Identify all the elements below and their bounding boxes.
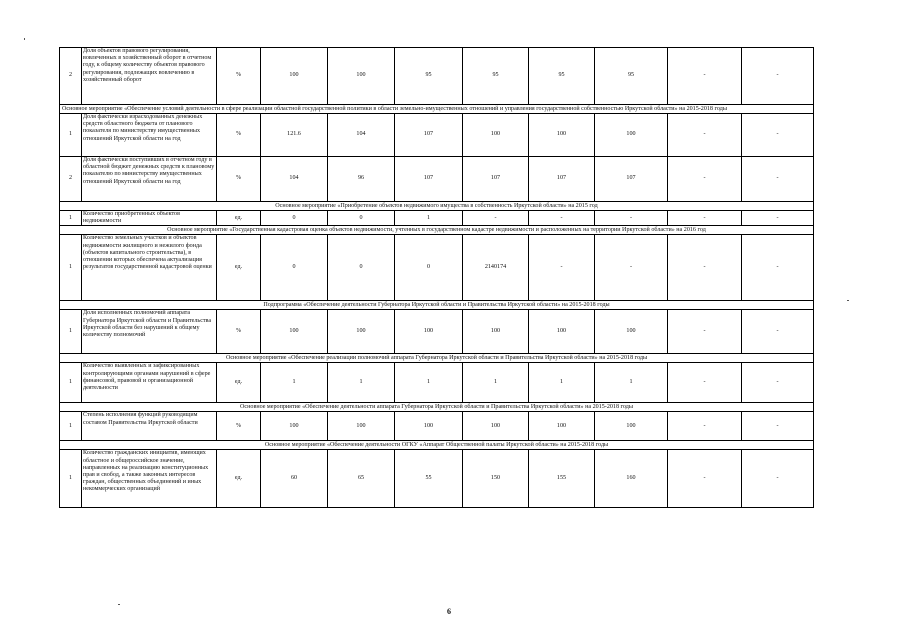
value-cell: 96 [328, 157, 395, 202]
unit-cell: % [217, 114, 261, 157]
section-title: Подпрограмма «Обеспечение деятельности Губернатора Иркутской области и Правительства Иркутской области» на 2015-2018 годы [60, 301, 814, 310]
value-cell: 160 [595, 450, 668, 508]
indicator-name-cell: Количество выявленных и зафиксированных контролирующими органами нарушений в сфере финансовой, правовой и организационной деятельности [82, 363, 217, 403]
value-cell: - [742, 412, 814, 441]
value-cell: 100 [595, 412, 668, 441]
value-cell: 100 [328, 412, 395, 441]
value-cell: - [668, 157, 742, 202]
value-cell: 100 [261, 48, 328, 105]
value-cell: 104 [261, 157, 328, 202]
indicator-row [60, 363, 814, 403]
unit-cell: ед. [217, 235, 261, 301]
value-cell: 150 [463, 450, 529, 508]
section-header-row [60, 301, 814, 310]
value-cell: 65 [328, 450, 395, 508]
indicator-name-cell: Количество приобретенных объектов недвижимости [82, 211, 217, 226]
indicator-name-cell: Количество гражданских инициатив, имеющих областное и общероссийское значение, направленных на реализацию конституционных прав и свобод, а также законных интересов граждан, общественных объединений и иных некоммерческих организаций [82, 450, 217, 508]
value-cell: 100 [261, 412, 328, 441]
value-cell: 100 [395, 412, 463, 441]
value-cell: - [742, 157, 814, 202]
value-cell: - [668, 412, 742, 441]
row-number-cell: 1 [60, 211, 82, 226]
row-number-cell: 1 [60, 450, 82, 508]
section-title: Основное мероприятие «Обеспечение деятельности аппарата Губернатора Иркутской области и Правительства Иркутской области» на 2015-2018 годы [60, 403, 814, 412]
value-cell: - [668, 450, 742, 508]
value-cell: 100 [529, 412, 595, 441]
value-cell: - [742, 114, 814, 157]
value-cell: 107 [529, 157, 595, 202]
value-cell: - [742, 310, 814, 354]
value-cell: - [742, 48, 814, 105]
value-cell: 95 [529, 48, 595, 105]
unit-cell: % [217, 48, 261, 105]
value-cell: - [668, 114, 742, 157]
indicator-row [60, 412, 814, 441]
value-cell: 0 [328, 235, 395, 301]
unit-cell: % [217, 157, 261, 202]
section-header-row [60, 354, 814, 363]
value-cell: - [668, 48, 742, 105]
value-cell: 0 [395, 235, 463, 301]
value-cell: 95 [395, 48, 463, 105]
value-cell: 107 [395, 157, 463, 202]
section-title: Основное мероприятие «Приобретение объектов недвижимого имущества в собственность Иркутской области» на 2015 год [60, 202, 814, 211]
value-cell: 1 [529, 363, 595, 403]
value-cell: - [668, 363, 742, 403]
value-cell: 100 [529, 310, 595, 354]
section-title: Основное мероприятие «Обеспечение условий деятельности в сфере реализации областной государственной политики в области земельно-имущественных отношений и управления государственной собственностью Иркутской области» на 2015-2018 годы [60, 105, 814, 114]
scan-speck [118, 604, 120, 605]
indicator-name-cell: Количество земельных участков и объектов недвижимости жилищного и нежилого фонда (объектов капитального строительства), в отношении которых обеспечена актуализация результатов государственной кадастровой оценки [82, 235, 217, 301]
value-cell: 60 [261, 450, 328, 508]
row-number-cell: 2 [60, 48, 82, 105]
section-title: Основное мероприятие «Обеспечение деятельности ОГКУ «Аппарат Общественной палаты Иркутской области» на 2015-2018 годы [60, 441, 814, 450]
value-cell: - [595, 211, 668, 226]
value-cell: 104 [328, 114, 395, 157]
row-number-cell: 1 [60, 114, 82, 157]
indicator-table-body [60, 48, 814, 508]
indicator-name-cell: Доля фактически поступивших в отчетном году в областной бюджет денежных средств к плановому показателю по министерству имущественных отношений Иркутской области на год [82, 157, 217, 202]
value-cell: - [529, 235, 595, 301]
value-cell: 100 [595, 310, 668, 354]
value-cell: 100 [463, 114, 529, 157]
value-cell: 100 [595, 114, 668, 157]
indicator-table [59, 47, 814, 508]
row-number-cell: 1 [60, 412, 82, 441]
indicator-row [60, 114, 814, 157]
indicator-row [60, 450, 814, 508]
value-cell: - [742, 363, 814, 403]
value-cell: 95 [595, 48, 668, 105]
unit-cell: ед. [217, 450, 261, 508]
row-number-cell: 1 [60, 235, 82, 301]
value-cell: - [595, 235, 668, 301]
value-cell: 107 [463, 157, 529, 202]
indicator-row [60, 310, 814, 354]
value-cell: 100 [328, 48, 395, 105]
value-cell: - [668, 235, 742, 301]
value-cell: 100 [463, 310, 529, 354]
value-cell: 100 [463, 412, 529, 441]
unit-cell: ед. [217, 363, 261, 403]
value-cell: 1 [395, 211, 463, 226]
indicator-name-cell: Доля объектов правового регулирования, вовлеченных в хозяйственный оборот в отчетном году, к общему количеству объектов правового регулирования, подлежащих вовлечению в хозяйственный оборот [82, 48, 217, 105]
value-cell: 1 [463, 363, 529, 403]
indicator-row [60, 48, 814, 105]
section-title: Основное мероприятие «Государственная кадастровая оценка объектов недвижимости, учтенных в государственном кадастре недвижимости и расположенных на территории Иркутской области» на 2016 год [60, 226, 814, 235]
value-cell: 1 [395, 363, 463, 403]
value-cell: 0 [328, 211, 395, 226]
indicator-name-cell: Доля исполненных полномочий аппарата Губернатора Иркутской области и Правительства Иркутской области без нарушений к общему количеству полномочий [82, 310, 217, 354]
indicator-table-sheet [59, 47, 813, 508]
value-cell: 0 [261, 211, 328, 226]
value-cell: 100 [529, 114, 595, 157]
indicator-row [60, 157, 814, 202]
value-cell: 100 [395, 310, 463, 354]
unit-cell: ед. [217, 211, 261, 226]
value-cell: 2140174 [463, 235, 529, 301]
section-header-row [60, 403, 814, 412]
value-cell: - [742, 235, 814, 301]
value-cell: 1 [328, 363, 395, 403]
value-cell: 107 [395, 114, 463, 157]
value-cell: 55 [395, 450, 463, 508]
section-header-row [60, 105, 814, 114]
value-cell: 95 [463, 48, 529, 105]
section-header-row [60, 441, 814, 450]
scan-speck [24, 38, 25, 40]
value-cell: - [742, 211, 814, 226]
page-number: 6 [447, 607, 451, 616]
value-cell: 155 [529, 450, 595, 508]
row-number-cell: 2 [60, 157, 82, 202]
indicator-row [60, 235, 814, 301]
section-title: Основное мероприятие «Обеспечение реализации полномочий аппарата Губернатора Иркутской области и Правительства Иркутской области» на 2015-2018 годы [60, 354, 814, 363]
unit-cell: % [217, 310, 261, 354]
value-cell: - [529, 211, 595, 226]
value-cell: - [463, 211, 529, 226]
indicator-row [60, 211, 814, 226]
section-header-row [60, 226, 814, 235]
value-cell: 107 [595, 157, 668, 202]
value-cell: - [668, 310, 742, 354]
unit-cell: % [217, 412, 261, 441]
value-cell: 1 [595, 363, 668, 403]
scan-speck [847, 300, 849, 301]
value-cell: 100 [328, 310, 395, 354]
value-cell: 121.6 [261, 114, 328, 157]
value-cell: 1 [261, 363, 328, 403]
value-cell: - [668, 211, 742, 226]
indicator-name-cell: Доля фактически израсходованных денежных средств областного бюджета от планового показателя по министерству имущественных отношений Иркутской области на год [82, 114, 217, 157]
row-number-cell: 1 [60, 363, 82, 403]
value-cell: - [742, 450, 814, 508]
row-number-cell: 1 [60, 310, 82, 354]
value-cell: 100 [261, 310, 328, 354]
indicator-name-cell: Степень исполнения функций руководящим составом Правительства Иркутской области [82, 412, 217, 441]
section-header-row [60, 202, 814, 211]
value-cell: 0 [261, 235, 328, 301]
